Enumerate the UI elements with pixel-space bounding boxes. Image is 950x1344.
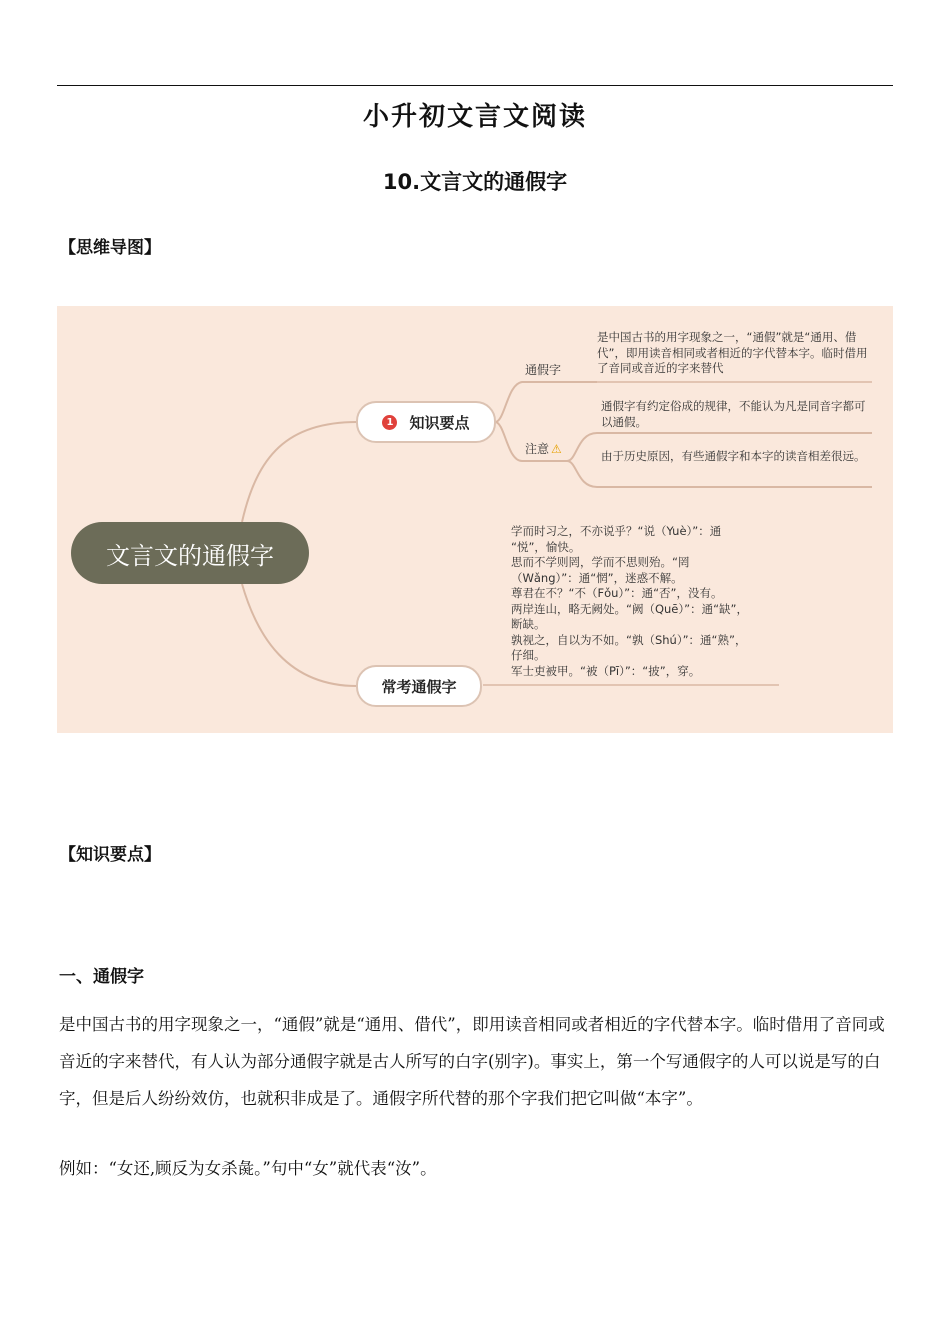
branch-2-line: 两岸连山，略无阙处。“阙（Quē）”：通“缺”， xyxy=(511,601,748,616)
note-1-text: 通假字有约定俗成的规律，不能认为凡是同音字都可以通假。 xyxy=(601,399,866,429)
warning-icon: ⚠ xyxy=(551,442,562,456)
example-line: 例如：“女还,顾反为女杀彘。”句中“女”就代表“汝”。 xyxy=(59,1159,437,1178)
number-badge-icon: 1 xyxy=(382,415,397,430)
branch-2-line: 军士吏被甲。“被（Pī）”：“披”，穿。 xyxy=(511,663,701,678)
body-paragraph: 是中国古书的用字现象之一，“通假”就是“通用、借代”，即用读音相同或者相近的字代替本字。临时借用了音同或音近的字来替代，有人认为部分通假字就是古人所写的白字(别字)。事实上，第一个写通假字的人可以说是写的白字，但是后人纷纷效仿，也就积非成是了。通假字所代替的那个字我们把它叫做“本字”。 xyxy=(59,1015,885,1108)
header-rule xyxy=(57,85,893,86)
branch-2-line: （Wǎng）”：通“惘”，迷惑不解。 xyxy=(511,570,683,585)
sub-1-label: 通假字 xyxy=(525,363,562,377)
sub-2-label: 注意 xyxy=(525,442,550,456)
branch-2-line: 断缺。 xyxy=(511,617,546,631)
subsection-heading: 一、通假字 xyxy=(59,967,144,987)
connector-sub-2-note-2 xyxy=(567,461,872,487)
branch-2-line: 学而时习之，不亦说乎？“说（Yuè）”：通 xyxy=(511,524,722,538)
mind-map xyxy=(57,306,893,733)
sub-1-text: 是中国古书的用字现象之一，“通假”就是“通用、借代”，即用读音相同或者相近的字代替本字。临时借用了音同或音近的字来替代 xyxy=(597,330,868,375)
connector-root-branch-1 xyxy=(242,422,357,522)
branch-1-label: 知识要点 xyxy=(409,413,470,432)
branch-2-line: 孰视之，自以为不如。“孰（Shú）”：通“熟”， xyxy=(511,632,747,647)
lesson-title: 10.文言文的通假字 xyxy=(382,170,568,194)
mindmap-heading: 【思维导图】 xyxy=(59,238,161,258)
branch-2-text xyxy=(511,524,811,679)
branch-2-line: 尊君在不？“不（Fǒu）”：通“否”，没有。 xyxy=(511,586,723,600)
branch-2-line: 思而不学则罔，学而不思则殆。“罔 xyxy=(511,555,690,569)
branch-2-line: “悦”，愉快。 xyxy=(511,539,581,554)
document-title: 小升初文言文阅读 xyxy=(362,102,587,132)
mindmap-root-node: 文言文的通假字 xyxy=(71,522,309,584)
branch-2-line: 仔细。 xyxy=(511,648,546,662)
key-points-heading: 【知识要点】 xyxy=(59,845,161,865)
connector-branch-1-sub-1 xyxy=(495,382,597,422)
branch-2-node xyxy=(356,665,482,707)
branch-1-node xyxy=(356,401,496,443)
sub-2-label-group xyxy=(525,440,562,457)
note-2-text: 由于历史原因，有些通假字和本字的读音相差很远。 xyxy=(601,449,866,463)
branch-2-label: 常考通假字 xyxy=(381,677,457,696)
connector-root-branch-2 xyxy=(242,584,357,686)
